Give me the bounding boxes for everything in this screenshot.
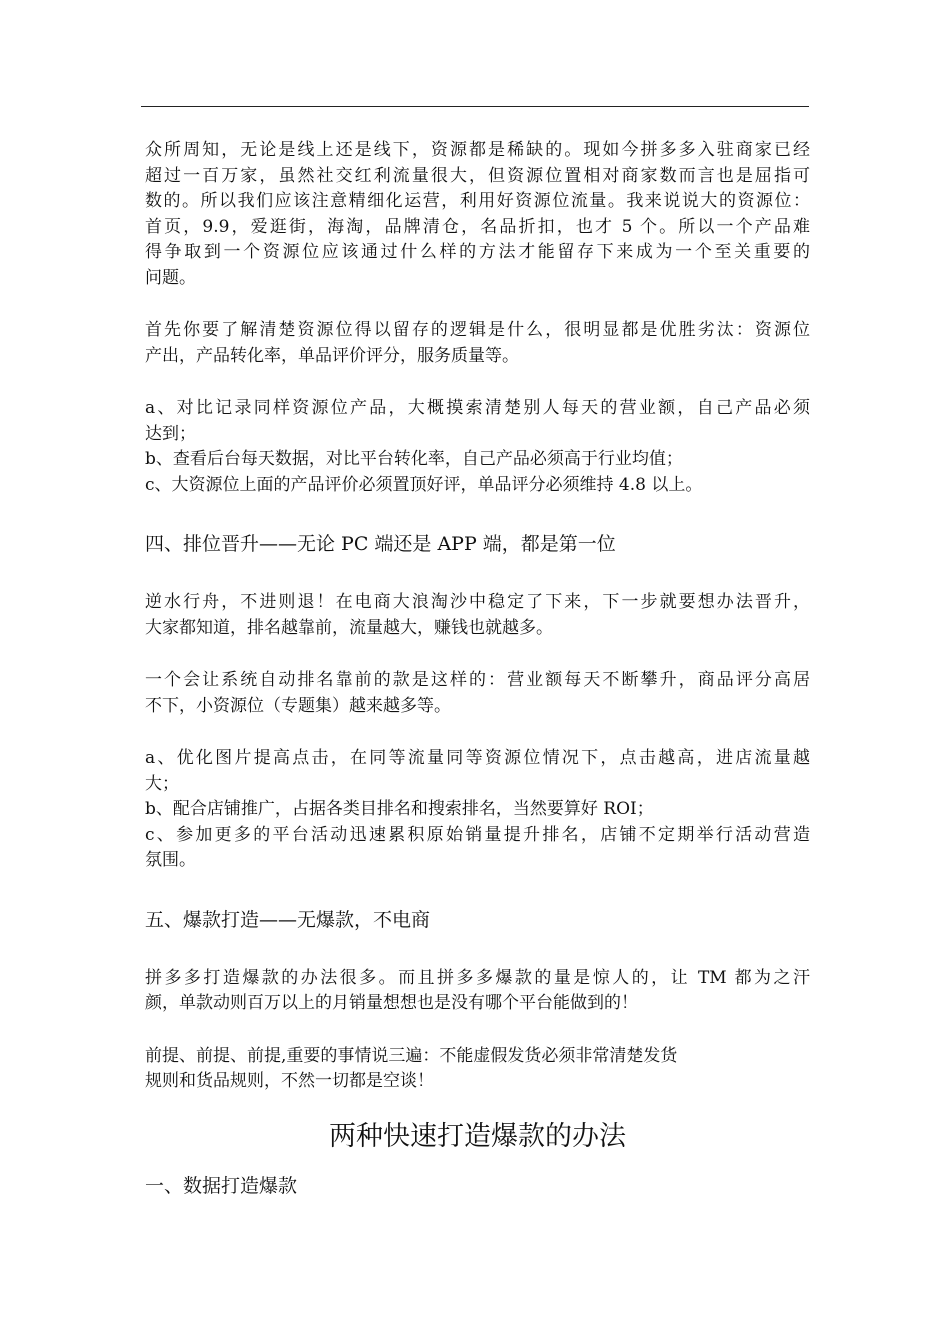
list-item: b、配合店铺推广，占据各类目排名和搜索排名，当然要算好 ROI； xyxy=(145,799,654,819)
text-line: 产出，产品转化率，单品评价评分，服务质量等。 xyxy=(145,345,519,366)
paragraph-auto-ranking xyxy=(145,668,810,719)
text-line: 规则和货品规则，不然一切都是空谈！ xyxy=(145,1071,434,1091)
list-item: c、大资源位上面的产品评价必须置顶好评，单品评分必须维持 4.8 以上。 xyxy=(145,474,703,495)
list-resource-tips xyxy=(145,396,810,498)
text-line: 数的。所以我们应该注意精细化运营，利用好资源位流量。我来说说大的资源位： xyxy=(145,191,810,211)
text-line: 得争取到一个资源位应该通过什么样的方法才能留存下来成为一个至关重要的 xyxy=(145,242,810,262)
list-item: a、对比记录同样资源位产品，大概摸索清楚别人每天的营业额，自己产品必须 xyxy=(145,398,810,418)
paragraph-logic xyxy=(145,318,810,369)
paragraph-hot-items xyxy=(145,966,810,1017)
text-line: 一个会让系统自动排名靠前的款是这样的：营业额每天不断攀升，商品评分高居 xyxy=(145,670,810,690)
text-line: 颜，单款动则百万以上的月销量想想也是没有哪个平台能做到的！ xyxy=(145,993,638,1013)
paragraph-intro xyxy=(145,138,810,291)
paragraph-promotion xyxy=(145,590,810,641)
text-line: 超过一百万家，虽然社交红利流量很大，但资源位置相对商家数而言也是屈指可 xyxy=(145,165,810,186)
text-line: 大家都知道，排名越靠前，流量越大，赚钱也就越多。 xyxy=(145,617,553,638)
text-line: 首先你要了解清楚资源位得以留存的逻辑是什么，很明显都是优胜劣汰：资源位 xyxy=(145,320,810,340)
text-line: 首页，9.9，爱逛街，海淘，品牌清仓，名品折扣，也才 5 个。所以一个产品难 xyxy=(145,216,810,237)
list-item: c、参加更多的平台活动迅速累积原始销量提升排名，店铺不定期举行活动营造 xyxy=(145,824,810,845)
list-item: 氛围。 xyxy=(145,850,196,870)
text-line: 逆水行舟，不进则退！在电商大浪淘沙中稳定了下来，下一步就要想办法晋升， xyxy=(145,592,810,612)
list-item: b、查看后台每天数据，对比平台转化率，自己产品必须高于行业均值； xyxy=(145,449,683,469)
section-heading-5: 五、爆款打造——无爆款，不电商 xyxy=(145,908,431,931)
text-line: 前提、前提、前提,重要的事情说三遍：不能虚假发货必须非常清楚发货 xyxy=(145,1045,678,1066)
text-line: 众所周知，无论是线上还是线下，资源都是稀缺的。现如今拼多多入驻商家已经 xyxy=(145,140,810,160)
text-line: 不下，小资源位（专题集）越来越多等。 xyxy=(145,695,451,716)
section-heading-4: 四、排位晋升——无论 PC 端还是 APP 端，都是第一位 xyxy=(145,533,616,555)
header-rule xyxy=(141,106,809,107)
text-line: 拼多多打造爆款的办法很多。而且拼多多爆款的量是惊人的，让 TM 都为之汗 xyxy=(145,967,810,988)
paragraph-premise xyxy=(145,1044,810,1095)
text-line: 问题。 xyxy=(145,267,196,288)
list-item: 大； xyxy=(145,773,179,794)
list-item: 达到； xyxy=(145,423,196,444)
document-body xyxy=(145,138,810,1201)
subsection-heading: 一、数据打造爆款 xyxy=(145,1174,298,1197)
list-item: a、优化图片提高点击，在同等流量同等资源位情况下，点击越高，进店流量越 xyxy=(145,748,810,768)
list-ranking-tips xyxy=(145,746,810,874)
section-title: 两种快速打造爆款的办法 xyxy=(329,1120,626,1152)
